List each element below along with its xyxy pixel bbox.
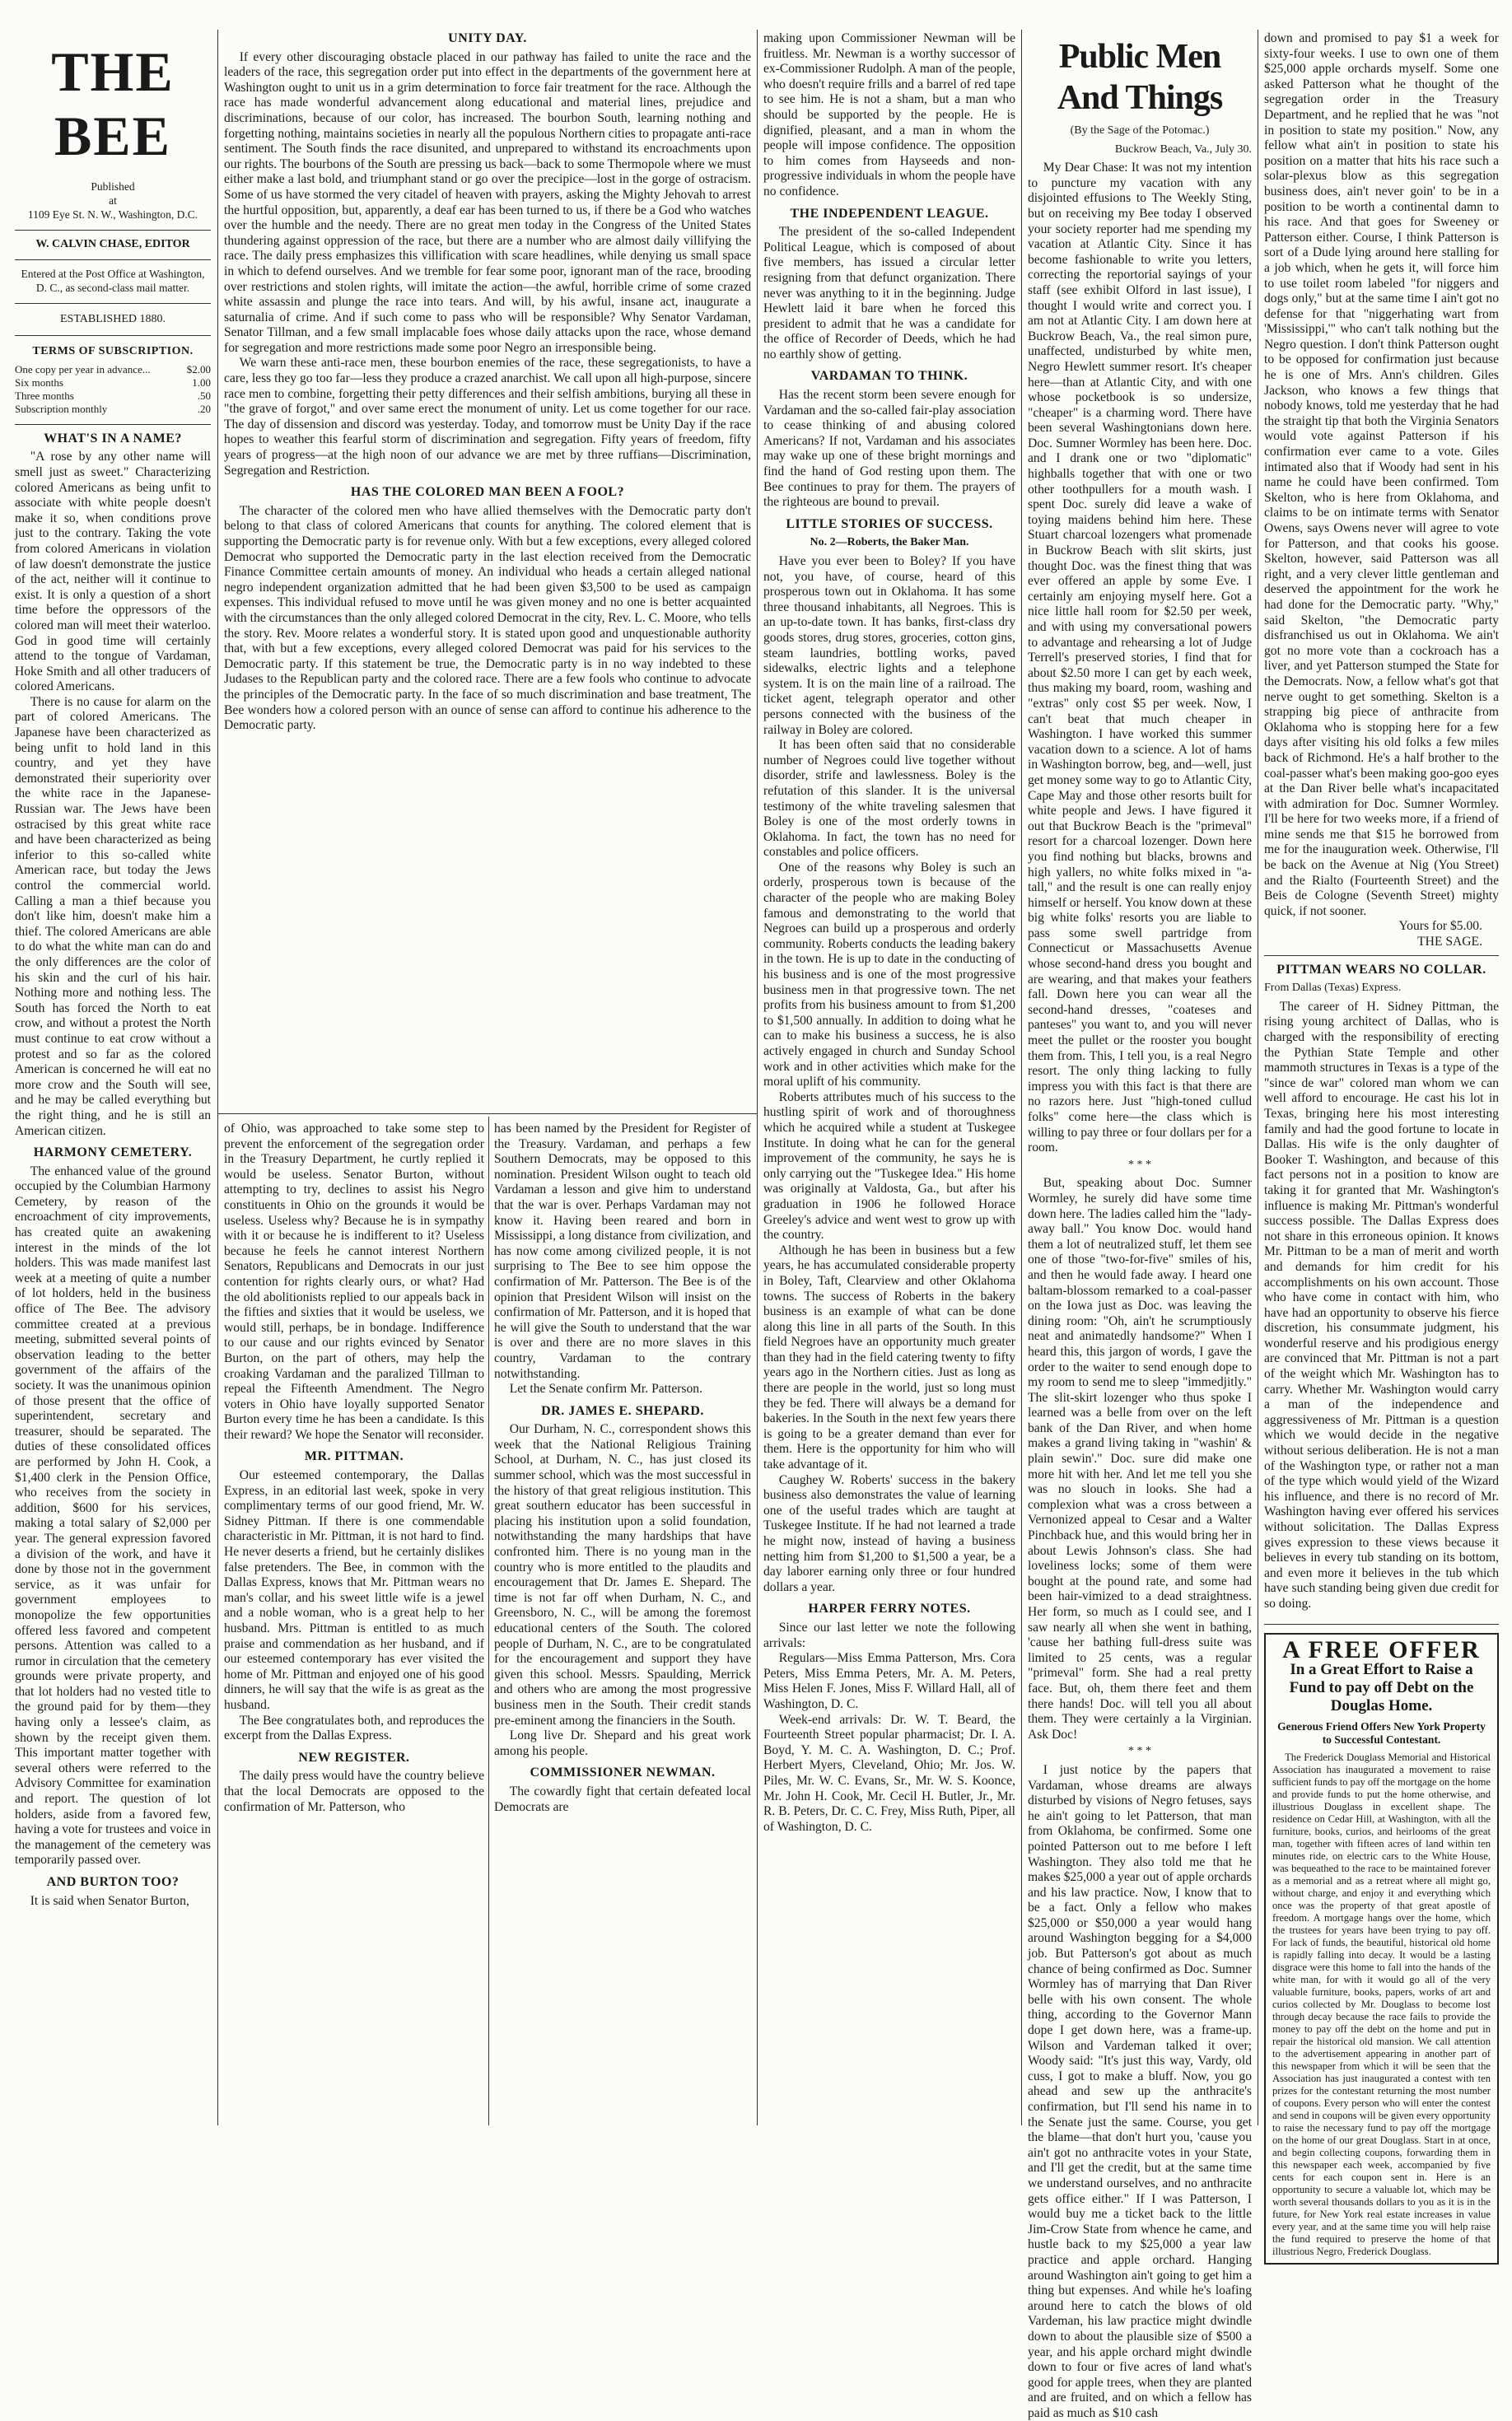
article-paragraph: We warn these anti-race men, these bourbon enemies of the race, these segregationists, to have a care, less they go too far—less they produce a crazed anarchist. We call upon all high-purpose, sincere race men to combine, forgetting their petty differences and their selfish ambitions, burying all these in "the grave of forgot," and over same erect the monument of unity. Let us come together for our race. The day of dissension and discord was yesterday. Today, and tomorrow must be Unity Day if the race hopes to weather this fearful storm of discrimination and segregation. Fifty years of freedom, fifty years of progress—at the high noon of our advance we are met by three ruffians—Discrimination, Segregation and Restriction.	[224, 356, 751, 478]
article-paragraph: Since our last letter we note the following arrivals:	[763, 1620, 1015, 1650]
article-paragraph: My Dear Chase: It was not my intention to puncture my vacation with any disjointed effusions to The Weekly Sting, but on receiving my Bee today I observed your society reporter had me spending my vacation at Atlantic City. Since it has become fashionable to write you letters, correcting the reportorial sayings of your staff (see exhibit Olford in last issue), I thought I would write and correct you. I am not at Atlantic City. I am down here at Buckrow Beach, Va., the real simon pure, unaffected, undisturbed by white men, Negro Hewlett summer resort. It's cheaper here—than at Atlantic City, and with one whose pocketbook is so undersize, "cheaper" is a charming word. There have been several Washingtonians down here. Doc. Sumner Wormley has been here. Doc. and I drank one or two "diplomatic" highballs together that with one or two other toothpullers for a mouth wash. I spent Doc. surely did leave a wake of toying maidens behind him here. These Stuart charcoal lozengers what promenade in Buckrow Beach with slit skirts, just thought Doc. was the finest thing that was ever offered an apple by some Eve. I certainly am enjoying myself here. Got a nice little hall room for $2.50 per week, and with using my conversational powers to advantage and rehearsing a lot of Judge Terrell's preserved stories, I find that for about $2.50 more I can get by each week, thus making my board, room, washing and "extras" only cost $5 per week. Now, I can't beat that much cheaper in Washington. I have worked this summer vacation down to a science. A lot of hams in Washington borrow, beg, and—well, just get money some way to go to Atlantic City, Cape May and those other resorts built for white people and Jews. I have figured it out that Buckrow Beach is the "primeval" resort for a charcoal lozenger. Down here you find nothing but blacks, browns and high yallers, no white folks mixed in "a-tall," and the result is one can really enjoy himself or herself. You know down at these big white folks' resorts you are liable to pass some swell partridge from Connecticut or Massachusetts Avenue whose second-hand dress you bought and are wearing, and that makes your feathers fall. Down here you can wear all the second-hand dresses, "coateses and panteses" you want to, and you will never meet the pullet or the rooster you bought them from. This, I tell you, is a real Negro resort. The only thing lacking to fully impress you with this fact is that there are no razors here. Just "high-toned cullud folks" come here—the class which is willing to pay three or four dollars per for a room.	[1028, 161, 1252, 1155]
article-paragraph: of Ohio, was approached to take some step to prevent the enforcement of the segregation order in the Treasury Department, he curtly replied it would be useless. Senator Burton, without attempting to try, declines to assist his Negro constituents in Ohio on the grounds it would be useless. Useless why? Because he is in sympathy with it or because he is indifferent to it? Useless because he feels he cannot interest Northern Senators, Republicans and Democrats in our just contention for rights clearly ours, or what? Had the old abolitionists replied to our appeals back in the fifties and sixties that it would be useless, we would still, perhaps, be in bondage. Indifference to our cause and our rights evinced by Senator Burton, on the part of others, may help the croaking Vardaman and the paralized Tillman to repeal the Fifteenth Amendment. The Negro voters in Ohio have loyally supported Senator Burton every time he has been a candidate. Is this their reward? We hope the Senator will reconsider.	[224, 1122, 484, 1442]
article-paragraph: Let the Senate confirm Mr. Patterson.	[509, 1382, 702, 1397]
established-line: ESTABLISHED 1880.	[15, 303, 211, 337]
column-rule	[217, 30, 218, 2125]
rate-label: Three months	[15, 389, 74, 402]
headline-dr-james-e-shepard: DR. JAMES E. SHEPARD.	[541, 1403, 704, 1418]
headline-has-the-colored-man-been-a-fool: HAS THE COLORED MAN BEEN A FOOL?	[350, 485, 625, 500]
free-offer-tagline: Generous Friend Offers New York Property to Successful Contestant.	[1277, 1720, 1486, 1747]
masthead-column	[15, 31, 211, 1909]
signature-sage: THE SAGE.	[1417, 935, 1482, 949]
rate-value: $2.00	[186, 362, 211, 376]
rate-value: .20	[197, 402, 211, 415]
masthead-title: THE BEE	[51, 40, 175, 167]
article-paragraph: One of the reasons why Boley is such an orderly, prosperous town is because of the character of the people who are making Boley famous and demonstrating to the world that Negroes can build up a prosperous and orderly community. Roberts conducts the leading bakery in the town. He is up to date in the conducting of his business and is one of the most progressive business men in that progressive town. The net profits from his business amount to from $1,200 to $1,500 annually. In addition to doing what he can to make his business a success, he is also actively engaged in church and Sunday School work and in other activities which make for the moral uplift of his community.	[763, 860, 1015, 1089]
article-paragraph: The character of the colored men who have allied themselves with the Democratic party don't belong to that class of colored Americans that counts for anything. The colored element that is supporting the Democratic party is for revenue only. With but a few exceptions, every alleged colored Democrat who supported the Democratic party in the last election received from the Democratic Finance Committee certain amounts of money. An individual who heads a certain alleged national negro independent organization admitted that he had been given $3,500 to be used as campaign expenses. This individual refused to move until he was given money and no one is better acquainted with the circumstances than the only alleged colored Democrat in the city, Rev. L. C. Moore, who tells the story. Rev. Moore relates a wonderful story. It is stated upon good and unquestionable authority that, with but a few exceptions, every alleged colored Democrat was paid for his services to the Democratic party. If this statement be true, the Democratic party is in no way indebted to these Judases to the Republican party and the colored race. There are a few fools who continue to advocate the principles of the Democratic party. In the face of so much discrimination and base treatment, The Bee wonders how a colored person with an ounce of sense can afford to continue his adherence to the Democratic party.	[224, 503, 751, 733]
column-rule	[757, 30, 758, 2125]
section-rule	[217, 1113, 757, 1114]
article-paragraph: The daily press would have the country believe that the local Democrats are opposed to the confirmation of Mr. Patterson, who	[224, 1769, 484, 1814]
article-paragraph: The Bee congratulates both, and reproduces the excerpt from the Dallas Express.	[224, 1713, 484, 1743]
register-shepard-column	[494, 1122, 751, 2130]
column-rule	[1021, 30, 1022, 2125]
article-paragraph: Caughey W. Roberts' success in the bakery business also demonstrates the value of learning one of the useful trades which are taught at Tuskegee Institute. If he had not learned a trade he might now, instead of having a business netting him from $1,200 to $1,500 a year, be a day laborer earning only three or four hundred dollars a year.	[763, 1472, 1015, 1594]
article-paragraph: Roberts attributes much of his success to the hustling spirit of work and of thoroughness which he acquired while a student at Tuskegee Institute. In doing what he can for the general improvement of the community, he says he is only carrying out the "Tuskegee Idea." His home was originally at Valdosta, Ga., but after his graduation in 1906 he followed Horace Greeley's advice and went west to grow up with the country.	[763, 1089, 1015, 1243]
rate-value: .50	[197, 389, 211, 402]
subscription-rates	[15, 363, 211, 416]
terms-heading: TERMS OF SUBSCRIPTION.	[32, 345, 194, 358]
article-paragraph: "A rose by any other name will smell just as sweet." Characterizing colored Americans as being unfit to associate with white people doesn't make it so, when conditions prove just to the contrary. Taking the vote from colored Americans in violation of law doesn't demonstrate the justice of the act, neither will it continue to exist. It is only a question of a short time before the oppressors of the colored man will meet their waterloo. God in good time will certainly attend to the tongue of Vardaman, Hoke Smith and all other traducers of colored Americans.	[15, 450, 211, 694]
article-paragraph: has been named by the President for Register of the Treasury. Vardaman, and perhaps a few Southern Democrats, may be opposed to this nomination. President Wilson ought to teach old Vardaman a lesson and give him to understand that the war is over. Perhaps Vardaman may not know it. Having been reared and born in Mississippi, a long distance from civilization, and has now come among civilized people, it is not surprising to The Bee to see him oppose the confirmation of Mr. Patterson. The Bee is of the opinion that President Wilson will insist on the confirmation of Mr. Patterson, and it is hoped that he will give the South to understand that the war is over and there are no more slaves in this country, Vardaman to the contrary notwithstanding.	[494, 1122, 751, 1381]
column-rule	[488, 1117, 489, 2125]
headline-harmony-cemetery: HARMONY CEMETERY.	[33, 1145, 193, 1160]
at-label: at	[109, 194, 117, 207]
signature-yours: Yours for $5.00.	[1398, 919, 1482, 934]
article-paragraph: Our esteemed contemporary, the Dallas Express, in an editorial last week, spoke in very complimentary terms of our good friend, Mr. W. Sidney Pittman. If there is one commendable characteristic in Mr. Pittman, it is not hard to find. He never deserts a friend, but he certainly dislikes false pretenders. The Bee, in common with the Dallas Express, knows that Mr. Pittman wears no man's collar, and his sweet little wife is a jewel and a noble woman, who is a great help to her husband. Mrs. Pittman is entitled to as much praise and commendation as her husband, and if our esteemed contemporary has ever visited the home of Mr. Pittman and enjoyed one of his good dinners, he will say that the wife is as great as the husband.	[224, 1468, 484, 1712]
unity-day-column	[224, 31, 751, 1159]
headline-whats-in-a-name: WHAT'S IN A NAME?	[44, 431, 182, 445]
headline-mr-pittman: MR. PITTMAN.	[304, 1449, 404, 1464]
published-label: Published	[91, 180, 135, 193]
rate-row	[15, 363, 211, 376]
article-paragraph: Has the recent storm been severe enough for Vardaman and the so-called fair-play association to cease thinking of and abusing colored Americans? If not, Vardaman and his associates may wake up one of these bright mornings and find the hand of God resting upon them. The Bee continues to pray for them. The prayers of the righteous are bound to prevail.	[763, 388, 1015, 510]
office-address: 1109 Eye St. N. W., Washington, D.C.	[27, 208, 198, 221]
article-paragraph: The cowardly fight that certain defeated local Democrats are	[494, 1784, 751, 1814]
rate-label: Six months	[15, 376, 63, 389]
rate-row	[15, 403, 211, 416]
headline-vardaman-to-think: VARDAMAN TO THINK.	[810, 369, 968, 384]
headline-new-register: NEW REGISTER.	[298, 1750, 410, 1765]
article-paragraph: There is no cause for alarm on the part of colored Americans. The Japanese have been characterized as being unfit to hold land in this country, and yet they have demonstrated their superiority over the white race in the Japanese-Russian war. The Jews have been ostracised by this great white race and have been characterized as being inferior to this so-called white American race, but today the Jews control the commercial world. Calling a man a thief because you don't like him, doesn't make him a thief. The colored Americans are able to do what the white man can do and the only differences are the color of his skin and the curl of his hair. Nothing more and nothing less. The South has forced the North to eat crow, and without a protest the North must continue to eat crow without a protest and so far as the colored American is concerned he will eat no more crow and the South will see, and he may be called everything but the right thing, and he is still an American citizen.	[15, 694, 211, 1138]
subheadline-roberts: No. 2—Roberts, the Baker Man.	[810, 536, 969, 549]
free-offer-title: A FREE OFFER	[1282, 1635, 1481, 1663]
article-paragraph: It has been often said that no considerable number of Negroes could live together without disorder, strife and lawlessness. Boley is the refutation of this slander. It is the universal testimony of the white traveling salesmen that Boley is one of the most orderly towns in Oklahoma. In fact, the town has no need for constables and police officers.	[763, 738, 1015, 860]
burton-pittman-column	[224, 1122, 484, 2130]
article-paragraph: If every other discouraging obstacle placed in our pathway has failed to unite the race and the leaders of the race, this segregation order put into effect in the departments of the government here at Washington ought to unit us in a grim determination to force fair treatment for the race. Although the race has made wonderful advancement along educational and material lines, prejudice and discriminations, because of our color, has increased. The bourbon South, learning nothing and forgetting nothing, maintains societies in nearly all the populous Northern cities to propagate anti-race sentiment. The South finds the race disunited, and unprepared to withstand its encroachments upon our rights. The bourbons of the South are pressing us back—back to some Thermopole where we must either make a last bold, and triumphant stand or go over the precipice—lost in the gorge of ostracism. Some of us have stormed the very citadel of heaven with prayers, asking the Mighty Jehovah to arrest the hurtful opposition, but, apparently, a deaf ear has been turned to us, if there be a God who watches over the humble and the needy. There are no great men today in the Congress of the United States thundering against oppression of the race, but there are a number who are almost daily villifying the race. The daily press emphasizes this villification with scare headlines, while denying us small space in which to defend ourselves. And we tremble for fear some poor, ignorant man of the race, brooding over restrictions and stolen rights, will imitate the action—the awful, horrible crime of some crazed white assassin and plunge the race into tears. And will, by his awful, insane act, inaugurate a saturnalia of crime. And if such come to pass who will be responsible? Why Senator Vardaman, Senator Tillman, and a few small implacable foes whose daily attacks upon the race, whose demand for segregation and more restrictions made some poor Negro an irresponsible being.	[224, 49, 751, 355]
headline-and-burton-too: AND BURTON TOO?	[46, 1875, 180, 1889]
article-paragraph: It is said when Senator Burton,	[30, 1893, 189, 1908]
rate-value: 1.00	[192, 376, 211, 389]
article-paragraph: Although he has been in business but a few years, he has accumulated considerable property in Boley, Taft, Clearview and other Oklahoma towns. The success of Roberts in the bakery business is an example of what can be done along this line in all parts of the South. In this field Negroes have an opportunity much greater than they had in the field catering twenty to fifty years ago in the Northern cities. Just as long as there are people in the world, just so long must they be fed. There will always be a demand for bakeries. In the South in the next few years there is going to be a greater demand than ever for them. Here is the opportunity for him who will take advantage of it.	[763, 1243, 1015, 1472]
byline: (By the Sage of the Potomac.)	[1070, 124, 1210, 137]
rate-label: One copy per year in advance...	[15, 362, 151, 376]
headline-pittman-wears-no-collar: PITTMAN WEARS NO COLLAR.	[1276, 962, 1486, 977]
free-offer-subtitle: In a Great Effort to Raise a Fund to pay off Debt on the Douglas Home.	[1289, 1661, 1474, 1715]
headline-commissioner-newman: COMMISSIONER NEWMAN.	[530, 1766, 716, 1780]
free-offer-body: The Frederick Douglass Memorial and Historical Association has inaugurated a movement to raise sufficient funds to pay off the mortgage on the home and provide funds to put the home otherwise, and illustrious Douglass in excellent shape. The residence on Cedar Hill, at Washington, with all the furniture, books, curios, and heirlooms of the great man, together with fifteen acres of land within ten minutes ride, on electric cars to the White House, was bequeathed to the race to be maintained forever as a memorial and as a retreat where all might go, without charge, and enjoy it and everything which once was the property of that great apostle of freedom. A mortgage hangs over the home, which the trustees for years have been trying to pay off. For lack of funds, the beautiful, historical old home is rapidly falling into decay. It would be a lasting disgrace were this home to fall into the hands of the white man, for with it would go all of the very valuable furniture, books, papers, works of art and curios collected by Mr. Douglass to become lost through decay because the race fails to provide the money to pay off the debt on the home and put in repair the historical old mansion. We call attention to the advertisement appearing in another part of this newspaper from which it will be seen that the Association has just inaugurated a contest with ten prizes for the contestant returning the most number of coupons. Every person who will enter the contest and send in coupons will be given every opportunity to raise the necessary fund to pay off the mortgage on the home of our great Douglass. Start in at once, and begin collecting coupons, forwarding them in this newspaper each week, accompanied by five cents for each coupon sent in. Here is an opportunity to secure a valuable lot, which may be worth several thousands dollars to you as it is in the future, for New York real estate increases in value every year, and at the same time you will help raise the fund required to preserve the home of that illustrious Negro, Frederick Douglass.	[1272, 1752, 1491, 2258]
public-men-title: Public Men And Things	[1057, 38, 1223, 117]
article-paragraph: making upon Commissioner Newman will be fruitless. Mr. Newman is a worthy successor of ex-Commissioner Rudolph. A man of the people, who doesn't require frills and a barrel of red tape to see him. He is not a sham, but a man who should be supported by the people. He is dignified, pleasant, and a man in whom the people will impose confidence. The opposition to him comes from Hayseeds and non-progressive individuals in whom the people have no confidence.	[763, 31, 1015, 198]
section-stars: * * *	[1128, 1158, 1151, 1171]
article-paragraph: Week-end arrivals: Dr. W. T. Beard, the Fourteenth Street popular pharmacist; Dr. I. A. Boyd, Y. M. C. A. Washington, D. C.; Prof. Herbert Myers, Cleveland, Ohio; Mr. Jos. W. Piles, Mr. W. C. Evans, Sr., Mr. W. S. Koonce, Mr. John H. Cook, Mr. Cecil H. Butler, Jr., Mr. R. B. Peters, Dr. C. C. Frey, Miss Ruth, Piper, all of Washington, D. C.	[763, 1712, 1015, 1834]
article-paragraph: But, speaking about Doc. Sumner Wormley, he surely did have some time down here. The ladies called him the "lady-away ball." You know Doc. would hand them a lot of neutralized stuff, let them see one of those "two-for-five" smiles of his, and then he would fade away. I heard one baltam-blossom remarked to a coal-passer on the Iowa just as Doc. was leaving the dining room: "Oh, ain't he scrumptiously neat and animatedly handsome?" When I heard this, this jargon of words, I gave the order to the waiter to send enough dope to my room to send me to sleep "immedjitly." The slit-skirt lozenger who thus spoke I learned was a belle from over on the left bank of the Dan River, and when home makes a grand living taking in "washin' & plain sewin'." Doc. sure did make one more hit with her. And let me tell you she was no slouch in looks. She had a complexion what was a cross between a Vernonized appeal to Cesar and a Walter Pinchback hue, and this would bring her in about Lewis Johnson's class. She had loveliness locks; some of them were bought at the pound rate, and some had been hair-vimized to a dead straightness. Her form, so much as I could see, and I saw nearly all when she went in bathing, 'cause her bathing full-dress suite was limited to 25 cents, was a regular "primeval" form. She had a real pretty face. But, oh, them there feet and them there hands! Doc. will tell you all about them. They were certainly a la Virginian. Ask Doc!	[1028, 1176, 1252, 1742]
success-stories-column	[763, 31, 1015, 2127]
editor-line: W. CALVIN CHASE, EDITOR	[15, 230, 211, 260]
rate-label: Subscription monthly	[15, 402, 108, 415]
entry-notice: Entered at the Post Office at Washington, D. C., as second-class mail matter.	[21, 267, 205, 294]
article-paragraph: I just notice by the papers that Vardaman, whose dreams are always disturbed by visions of Negro fetuses, says he ain't going to let Patterson, that man from Oklahoma, be confirmed. Some one pointed Patterson out to me before I left Washington. They also told me that he makes $25,000 a year out of apple orchards and his law practice. Now, I know that to be a fact. Only a fellow who makes $25,000 or $50,000 a year would hang around Washington begging for a $4,000 job. But Patterson's got about as much chance of being confirmed as Doc. Sumner Wormley has of marrying that Dan River belle with his own consent. The whole thing, according to the Governor Mann dope I get down here, was a frame-up. Wilson and Vardeman talked it over; Woody said: "It's just this way, Vardy, old cuss, I got to make a bluff. Now, you go ahead and sew up the anthracite's confirmation, but I'll send his name in to the Senate just the same. Course, you get the blame—that don't hurt you, 'cause you ain't got no anthracite votes in your State, and I'll get the credit, but at the same time we understand ourselves, and no anthracite gets office either." If I was Patterson, I would buy me a ticket back to the little Jim-Crow State from whence he came, and hustle back to my $25,000 a year law practice and apple orchard. Hanging around Washington ain't going to get him a thing but expenses. And while he's loafing around here to catch the blows of old Vardeman, his law practice might dwindle down to about the plausible size of $500 a year, and his apple orchard might dwindle down to four or five acres of land what's good for apple trees, when they are planted and are fruited, and on which a fellow has paid as much as $10 cash	[1028, 1762, 1252, 2420]
source-line: From Dallas (Texas) Express.	[1264, 982, 1402, 995]
article-paragraph: The career of H. Sidney Pittman, the rising young architect of Dallas, who is charged with the responsibility of erecting the Pythian State Temple and other mammoth structures in Texas is a type of the "since de war" colored man whom we can well afford to encourage. He cast his lot in Texas, bringing here his most interesting family and had the good fortune to locate in Dallas. His wife is the only daughter of Booker T. Washington, and because of this fact persons not in a position to know are taking it for granted that Mr. Washington's influence is making Mr. Pittman's wonderful success possible. The Dallas Express does not share in this erroneous opinion. It knows Mr. Pittman to be a man of merit and worth and demands for him credit for his accomplishments on his own account. Those who have come in contact with him, who have had an opportunity to observe his fierce discretion, his consummate judgment, his wonderful reserve and his prodigious energy are convinced that Mr. Pittman is not a part of the weight which Mr. Washington has to carry. Whether Mr. Washington would carry a man of the independence and aggressiveness of Mr. Pittman is a question which we would decide in the negative without serious deliberation. He is not a man of the Washington type, or rather not a man of the type which would yield of the Wizard his influence, and there is no record of Mr. Washington having ever offered his services without solicitation. The Dallas Express gives expression to these views because it believes in every tub standing on its bottom, and even more it believes in the tub which have such standing being given due credit for so doing.	[1264, 999, 1499, 1611]
rate-row	[15, 376, 211, 390]
free-offer-box	[1264, 1633, 1499, 2265]
dateline: Buckrow Beach, Va., July 30.	[1114, 142, 1252, 156]
headline-little-stories-of-success: LITTLE STORIES OF SUCCESS.	[786, 516, 993, 531]
article-paragraph: Long live Dr. Shepard and his great work among his people.	[494, 1728, 751, 1758]
headline-independent-league: THE INDEPENDENT LEAGUE.	[790, 206, 989, 221]
sage-pittman-offer-column	[1264, 31, 1499, 2258]
headline-harper-ferry-notes: HARPER FERRY NOTES.	[808, 1602, 971, 1616]
article-paragraph: Regulars—Miss Emma Patterson, Mrs. Cora Peters, Miss Emma Peters, Mr. A. M. Peters, Miss Helen F. Jones, Miss F. Willard Hall, all of Washington, D. C.	[763, 1651, 1015, 1711]
section-stars: * * *	[1128, 1745, 1151, 1758]
article-paragraph: The enhanced value of the ground occupied by the Columbian Harmony Cemetery, by reason of the encroachment of city improvements, has created quite an awakening interest in the minds of the lot holders. This was made manifest last week at a meeting of quite a number of lot holders, held in the business office of The Bee. The advisory committee created at a previous meeting, submitted several points of observation leading to the better government of the affairs of the society. It was the unanimous opinion of those present that the office of superintendent, secretary and treasurer, should be separated. The duties of these consolidated offices are performed by John H. Cook, a $1,400 clerk in the Pension Office, who receives from the society in addition, $600 for his services, making a total salary of $2,000 per year. The general expression favored a division of the work, and have it done by those not in the government service, as it was unfair for government employees to monopolize the few opportunities offered less favored and competent persons. Attention was called to a rumor in circulation that the cemetery grounds were private property, and that lot holders had no vested title to the ground paid for by them—they having only a lessee's claim, as shown by the receipt given them. This important matter together with several others were referred to the Advisory Committee for examination and report. The question of lot holders, aside from a favored few, having a vote for trustees and voice in the management of the cemetery was temporarily passed over.	[15, 1164, 211, 1868]
public-men-column	[1028, 31, 1252, 2420]
rate-row	[15, 390, 211, 403]
article-paragraph: Our Durham, N. C., correspondent shows this week that the National Religious Training School, at Durham, N. C., has just closed its summer school, which was the most successful in the history of that great religious institution. This great southern educator has been successful in placing his institution upon a solid foundation, notwithstanding the many hardships that have confronted him. There is no young man in the country who is more entitled to the plaudits and encouragement that Dr. James E. Shepard. The time is not far off when Durham, N. C., and Greensboro, N. C., will be among the foremost educational centers of the South. The colored people of Durham, N. C., are to be congratulated for the encouragement and support they have given this school. Messrs. Spaulding, Merrick and others who are among the most progressive business men in the South. Their credit stands pre-eminent among the financiers in the South.	[494, 1422, 751, 1728]
article-paragraph: Have you ever been to Boley? If you have not, you have, of course, heard of this prosperous town out in Oklahoma. It has some three thousand inhabitants, all Negroes. This is an up-to-date town. It has banks, first-class dry goods stores, drug stores, groceries, cotton gins, steam laundries, bottling works, paved sidewalks, electric lights and a telephone system. It is on the main line of a railroad. The ticket agent, telegraph operator and other persons connected with the business of the railway in Boley are colored.	[763, 554, 1015, 737]
article-paragraph: The president of the so-called Independent Political League, which is composed of about five members, has issued a circular letter resigning from that defunct organization. There never was anything to it in the beginning. Judge Hewlett laid it bare when he forced this president to admit that he was a candidate for the office of Recorder of Deeds, which he had no earthly show of getting.	[763, 225, 1015, 362]
headline-unity-day: UNITY DAY.	[448, 31, 527, 45]
article-paragraph: down and promised to pay $1 a week for sixty-four weeks. I use to own one of them $25,000 apple orchards myself. Some one asked Patterson what he thought of the segregation order in the Treasury Department, and he replied that he was "not in position to state my position." Now, any fellow what ain't in position to state his position on a matter that hits his race such a solar-plexus blow as this segregation business does, ain't never goin' to be in a position to be worth a continental damn to his race. And that goes for Sweeney or Patterson either. Course, I think Patterson is sort of a Dude lying around here stalling for a job which, when he gets it, will force him to use toilet room labeled "for niggers and dogs only," but at the same time I ain't got no defense for that "niggerhating wart from 'Mississippi,'" who can't talk nothing but the Negro question. I don't think Patterson ought to be opposed for confirmation just because he is one of Mrs. Ann's children. Giles Jackson, who knows a few things that nobody knows, told me yesterday that he had the straight tip that both the Virginia Senators would vote against Patterson if his confirmation ever came to a vote. Giles intimated also that if Woody had sent in his name he could have been confirmed. Tom Skelton, who is here from Oklahoma, and claims to be on intimate terms with Senator Owens, says Owens never will agree to vote for Patterson, and that cooks his goose. Skelton, however, said Patterson was all right, and a very clever little gentleman and deserved the appointment for the work he had done for the Democratic party. "Why," said Skelton, "the Democratic party disfranchised us out in Oklahoma. We ain't got no more vote than a cockroach has a liver, and yet Patterson stumped the State for the Democrats. Now, a fellow what's got that nerve ought to get something. Skelton is a strapping big piece of anthracite from Oklahoma who is stopping here for a few days after visiting his old folks a few miles back of Richmond. He's a half brother to the coal-passer what's been making goo-goo eyes at the Dan River belle what's incapacitated with admiration for Doc. Sumner Wormley. I'll be here for two weeks more, if a friend of mine sends me that $15 he borrowed from me for the inauguration week. Otherwise, I'll be back on the Avenue at Nig (You Street) and the Rialto (Fourteenth Street) and the Beis de Cologne (Seventh Street) mighty quick, if not sooner.	[1264, 31, 1499, 918]
